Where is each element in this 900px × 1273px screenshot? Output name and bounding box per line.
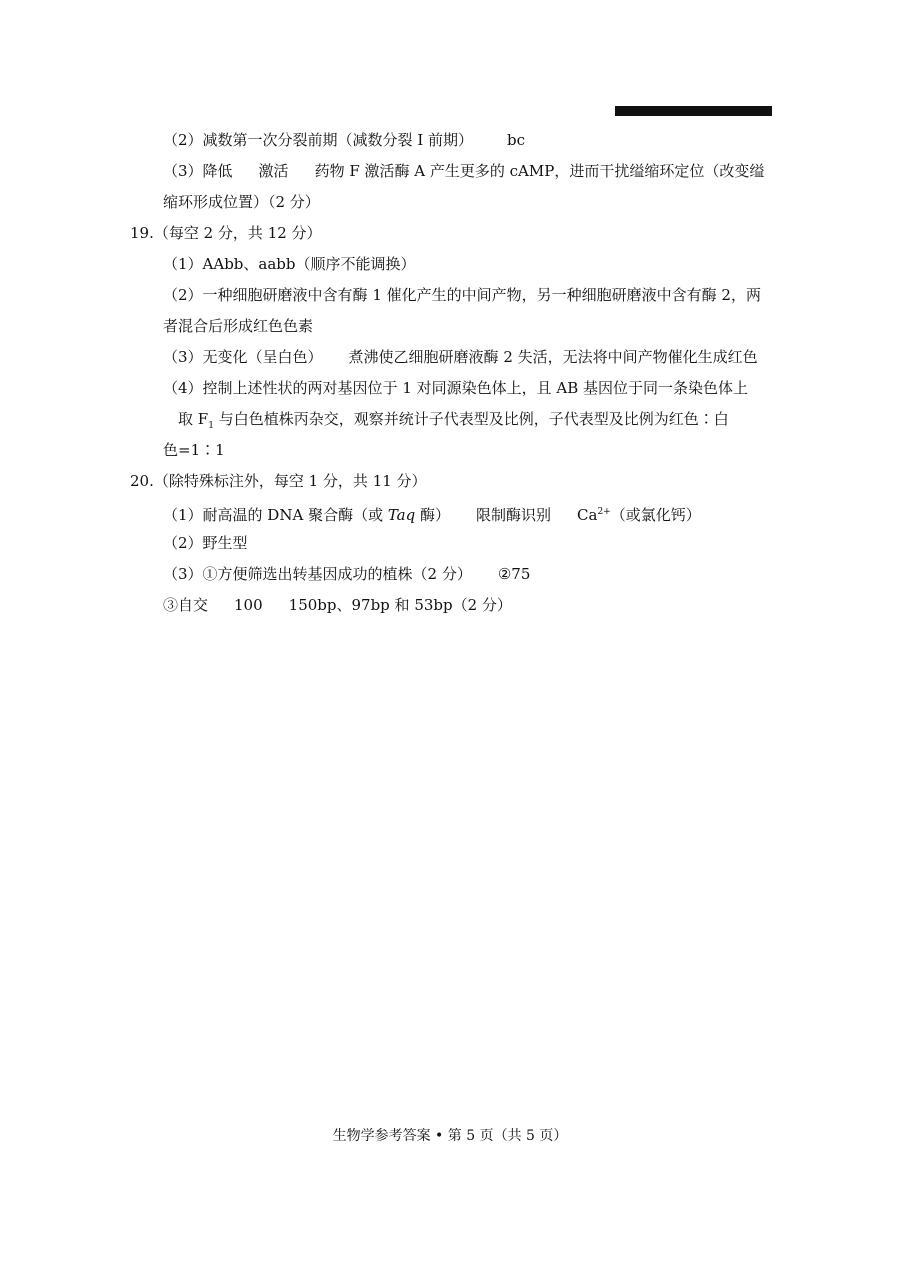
q18-part3-answer-3: 药物 F 激活酶 A 产生更多的 cAMP，进而干扰缢缩环定位（改变缢 [314,162,765,180]
q19-heading: 19.（每空 2 分，共 12 分） [130,224,322,242]
q18-part3-answer-1: （3）降低 [163,162,233,180]
q20-part3-answer-4: 100 [234,596,263,614]
q19-part2-line1: （2）一种细胞研磨液中含有酶 1 催化产生的中间产物，另一种细胞研磨液中含有酶 2，两 [163,286,761,304]
q20-part3-answer-1: （3）①方便筛选出转基因成功的植株（2 分） [163,565,472,583]
q18-part3-continuation: 缩环形成位置）（2 分） [163,193,320,211]
q19-part4-line3: 色=1∶1 [163,441,225,459]
q20-heading: 20.（除特殊标注外，每空 1 分，共 11 分） [130,472,427,490]
q19-part4-f1-prefix: 取 F [178,410,209,428]
q20-part1-calcium: Ca [577,506,598,524]
q19-part2-line2: 者混合后形成红色色素 [163,317,314,335]
q18-part2-line [163,130,525,150]
q20-part3-answer-3: ③自交 [163,596,209,614]
q20-part2: （2）野生型 [163,534,248,552]
q20-part1-line [163,502,701,525]
q18-part3-answer-2: 激活 [258,162,289,180]
q20-part1-answer-1-pre: （1）耐高温的 DNA 聚合酶（或 [163,506,388,524]
q19-part4-line2 [178,409,729,436]
q19-part4-line2-text: 与白色植株丙杂交，观察并统计子代表型及比例，子代表型及比例为红色∶白 [213,410,729,428]
q20-part1-answer-2: 限制酶识别 [476,506,552,524]
q19-part4-f1-subscript: 1 [208,421,214,431]
q19-part3-answer-1: （3）无变化（呈白色） [163,348,323,366]
page-footer: 生物学参考答案 • 第 5 页（共 5 页） [332,1128,568,1144]
q19-part3-answer-2: 煮沸使乙细胞研磨液酶 2 失活，无法将中间产物催化生成红色 [348,348,758,366]
q20-part1-taq-italic: Taq [387,506,416,524]
q20-part3-line1 [163,564,530,584]
q18-part2-option: bc [507,131,526,149]
q20-part1-calcium-charge: 2+ [597,507,611,517]
q18-part3-line [163,161,764,181]
q19-part1: （1）AAbb、aabb（顺序不能调换） [163,255,416,273]
header-black-bar [615,106,772,116]
q20-part1-answer-1-post: 酶） [415,506,451,524]
q20-part3-answer-5: 150bp、97bp 和 53bp（2 分） [288,596,512,614]
q18-part2-answer: （2）减数第一次分裂前期（减数分裂 I 前期） [163,131,474,149]
q19-part3-line [163,347,758,367]
q20-part1-calcium-note: （或氯化钙） [610,506,701,524]
q20-part3-answer-2: ②75 [497,565,531,583]
q20-part3-line2 [163,595,512,615]
q19-part4-line1: （4）控制上述性状的两对基因位于 1 对同源染色体上，且 AB 基因位于同一条染色体上 [163,379,749,397]
